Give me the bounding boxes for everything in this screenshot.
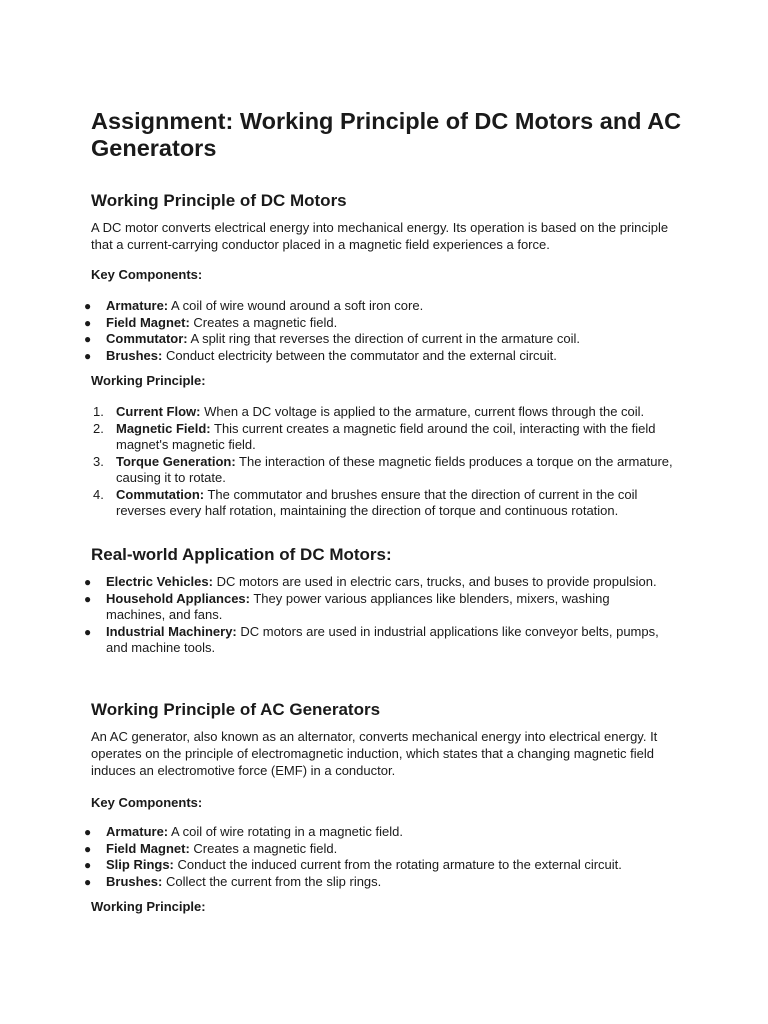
- bullet-icon: ●: [84, 858, 92, 872]
- item-text: A split ring that reverses the direction of current in the armature coil.: [187, 331, 580, 346]
- list-item: [88, 487, 688, 520]
- dc-motors-intro: A DC motor converts electrical energy into mechanical energy. Its operation is based on the principle that a current-carrying conductor placed in a magnetic field experiences a force.: [91, 220, 669, 252]
- bullet-icon: ●: [84, 874, 92, 889]
- list-item: [84, 874, 664, 891]
- list-item: [84, 624, 664, 657]
- bullet-icon: ●: [84, 825, 92, 839]
- bullet-icon: ●: [84, 575, 92, 589]
- list-item: [84, 331, 664, 348]
- bullet-icon: ●: [84, 332, 92, 346]
- list-item: [84, 348, 664, 365]
- list-item: [88, 454, 688, 487]
- list-item: [88, 421, 688, 454]
- item-text: Creates a magnetic field.: [189, 314, 338, 330]
- item-term: Brushes:: [106, 347, 163, 363]
- list-item: [84, 841, 664, 858]
- item-text: When a DC voltage is applied to the armature, current flows through the coil.: [200, 404, 645, 419]
- list-item: [84, 591, 664, 624]
- item-text: Collect the current from the slip rings.: [162, 873, 382, 889]
- item-term: Field Magnet:: [106, 840, 190, 856]
- item-number: 3.: [93, 453, 104, 469]
- ac-components-list: [84, 824, 664, 890]
- document-title: Assignment: Working Principle of DC Motors and AC Generators: [91, 108, 682, 161]
- bullet-icon: ●: [84, 299, 92, 313]
- item-number: 1.: [93, 404, 104, 419]
- item-term: Electric Vehicles:: [106, 574, 213, 589]
- dc-components-list: [84, 298, 664, 364]
- item-term: Commutation:: [116, 486, 205, 502]
- list-item: [88, 404, 688, 421]
- item-text: The commutator and brushes ensure that the direction of current in the coil reverses every half rotation, maintaining the direction of torque and continuous rotation.: [116, 486, 638, 518]
- dc-key-components-heading: Key Components:: [91, 267, 203, 282]
- dc-working-principle-heading: Working Principle:: [91, 373, 206, 388]
- list-item: [84, 824, 664, 841]
- ac-generators-intro: An AC generator, also known as an alternator, converts mechanical energy into electrical energy. It operates on the principle of electromagnetic induction, which states that a changing magnetic field induces an electromotive force (EMF) in a conductor.: [91, 729, 658, 778]
- dc-motors-heading: Working Principle of DC Motors: [91, 191, 347, 210]
- bullet-icon: ●: [84, 841, 92, 856]
- item-text: DC motors are used in industrial applications like conveyor belts, pumps, and machine tools.: [106, 623, 659, 655]
- item-number: 2.: [93, 420, 104, 436]
- ac-key-components-heading: Key Components:: [91, 795, 203, 810]
- item-term: Current Flow:: [116, 404, 201, 419]
- item-term: Commutator:: [106, 331, 188, 346]
- applications-list: [84, 574, 664, 657]
- item-term: Armature:: [106, 298, 169, 313]
- list-item: [84, 315, 664, 332]
- list-item: [84, 298, 664, 315]
- bullet-icon: ●: [84, 315, 92, 330]
- item-text: The interaction of these magnetic fields produces a torque on the armature, causing it to rotate.: [116, 453, 673, 485]
- item-term: Slip Rings:: [106, 857, 174, 872]
- item-text: This current creates a magnetic field around the coil, interacting with the field magnet's magnetic field.: [116, 420, 656, 452]
- list-item: [84, 574, 664, 591]
- list-item: [84, 857, 664, 874]
- bullet-icon: ●: [84, 348, 92, 363]
- item-number: 4.: [93, 486, 104, 502]
- bullet-icon: ●: [84, 624, 92, 639]
- ac-working-principle-heading: Working Principle:: [91, 899, 206, 914]
- item-term: Armature:: [106, 824, 169, 839]
- item-text: Conduct the induced current from the rotating armature to the external circuit.: [173, 857, 622, 872]
- item-term: Brushes:: [106, 873, 163, 889]
- item-text: DC motors are used in electric cars, trucks, and buses to provide propulsion.: [212, 574, 657, 589]
- applications-heading: Real-world Application of DC Motors:: [91, 545, 392, 564]
- item-term: Household Appliances:: [106, 590, 250, 606]
- item-text: They power various appliances like blenders, mixers, washing machines, and fans.: [106, 590, 610, 622]
- item-text: A coil of wire wound around a soft iron core.: [168, 298, 424, 313]
- ac-generators-heading: Working Principle of AC Generators: [91, 700, 381, 719]
- item-text: Conduct electricity between the commutator and the external circuit.: [162, 347, 557, 363]
- item-term: Magnetic Field:: [116, 420, 211, 436]
- item-text: A coil of wire rotating in a magnetic field.: [168, 824, 403, 839]
- item-term: Field Magnet:: [106, 314, 190, 330]
- item-term: Torque Generation:: [116, 453, 236, 469]
- bullet-icon: ●: [84, 591, 92, 606]
- item-text: Creates a magnetic field.: [189, 840, 338, 856]
- item-term: Industrial Machinery:: [106, 623, 237, 639]
- dc-steps-list: [88, 404, 688, 520]
